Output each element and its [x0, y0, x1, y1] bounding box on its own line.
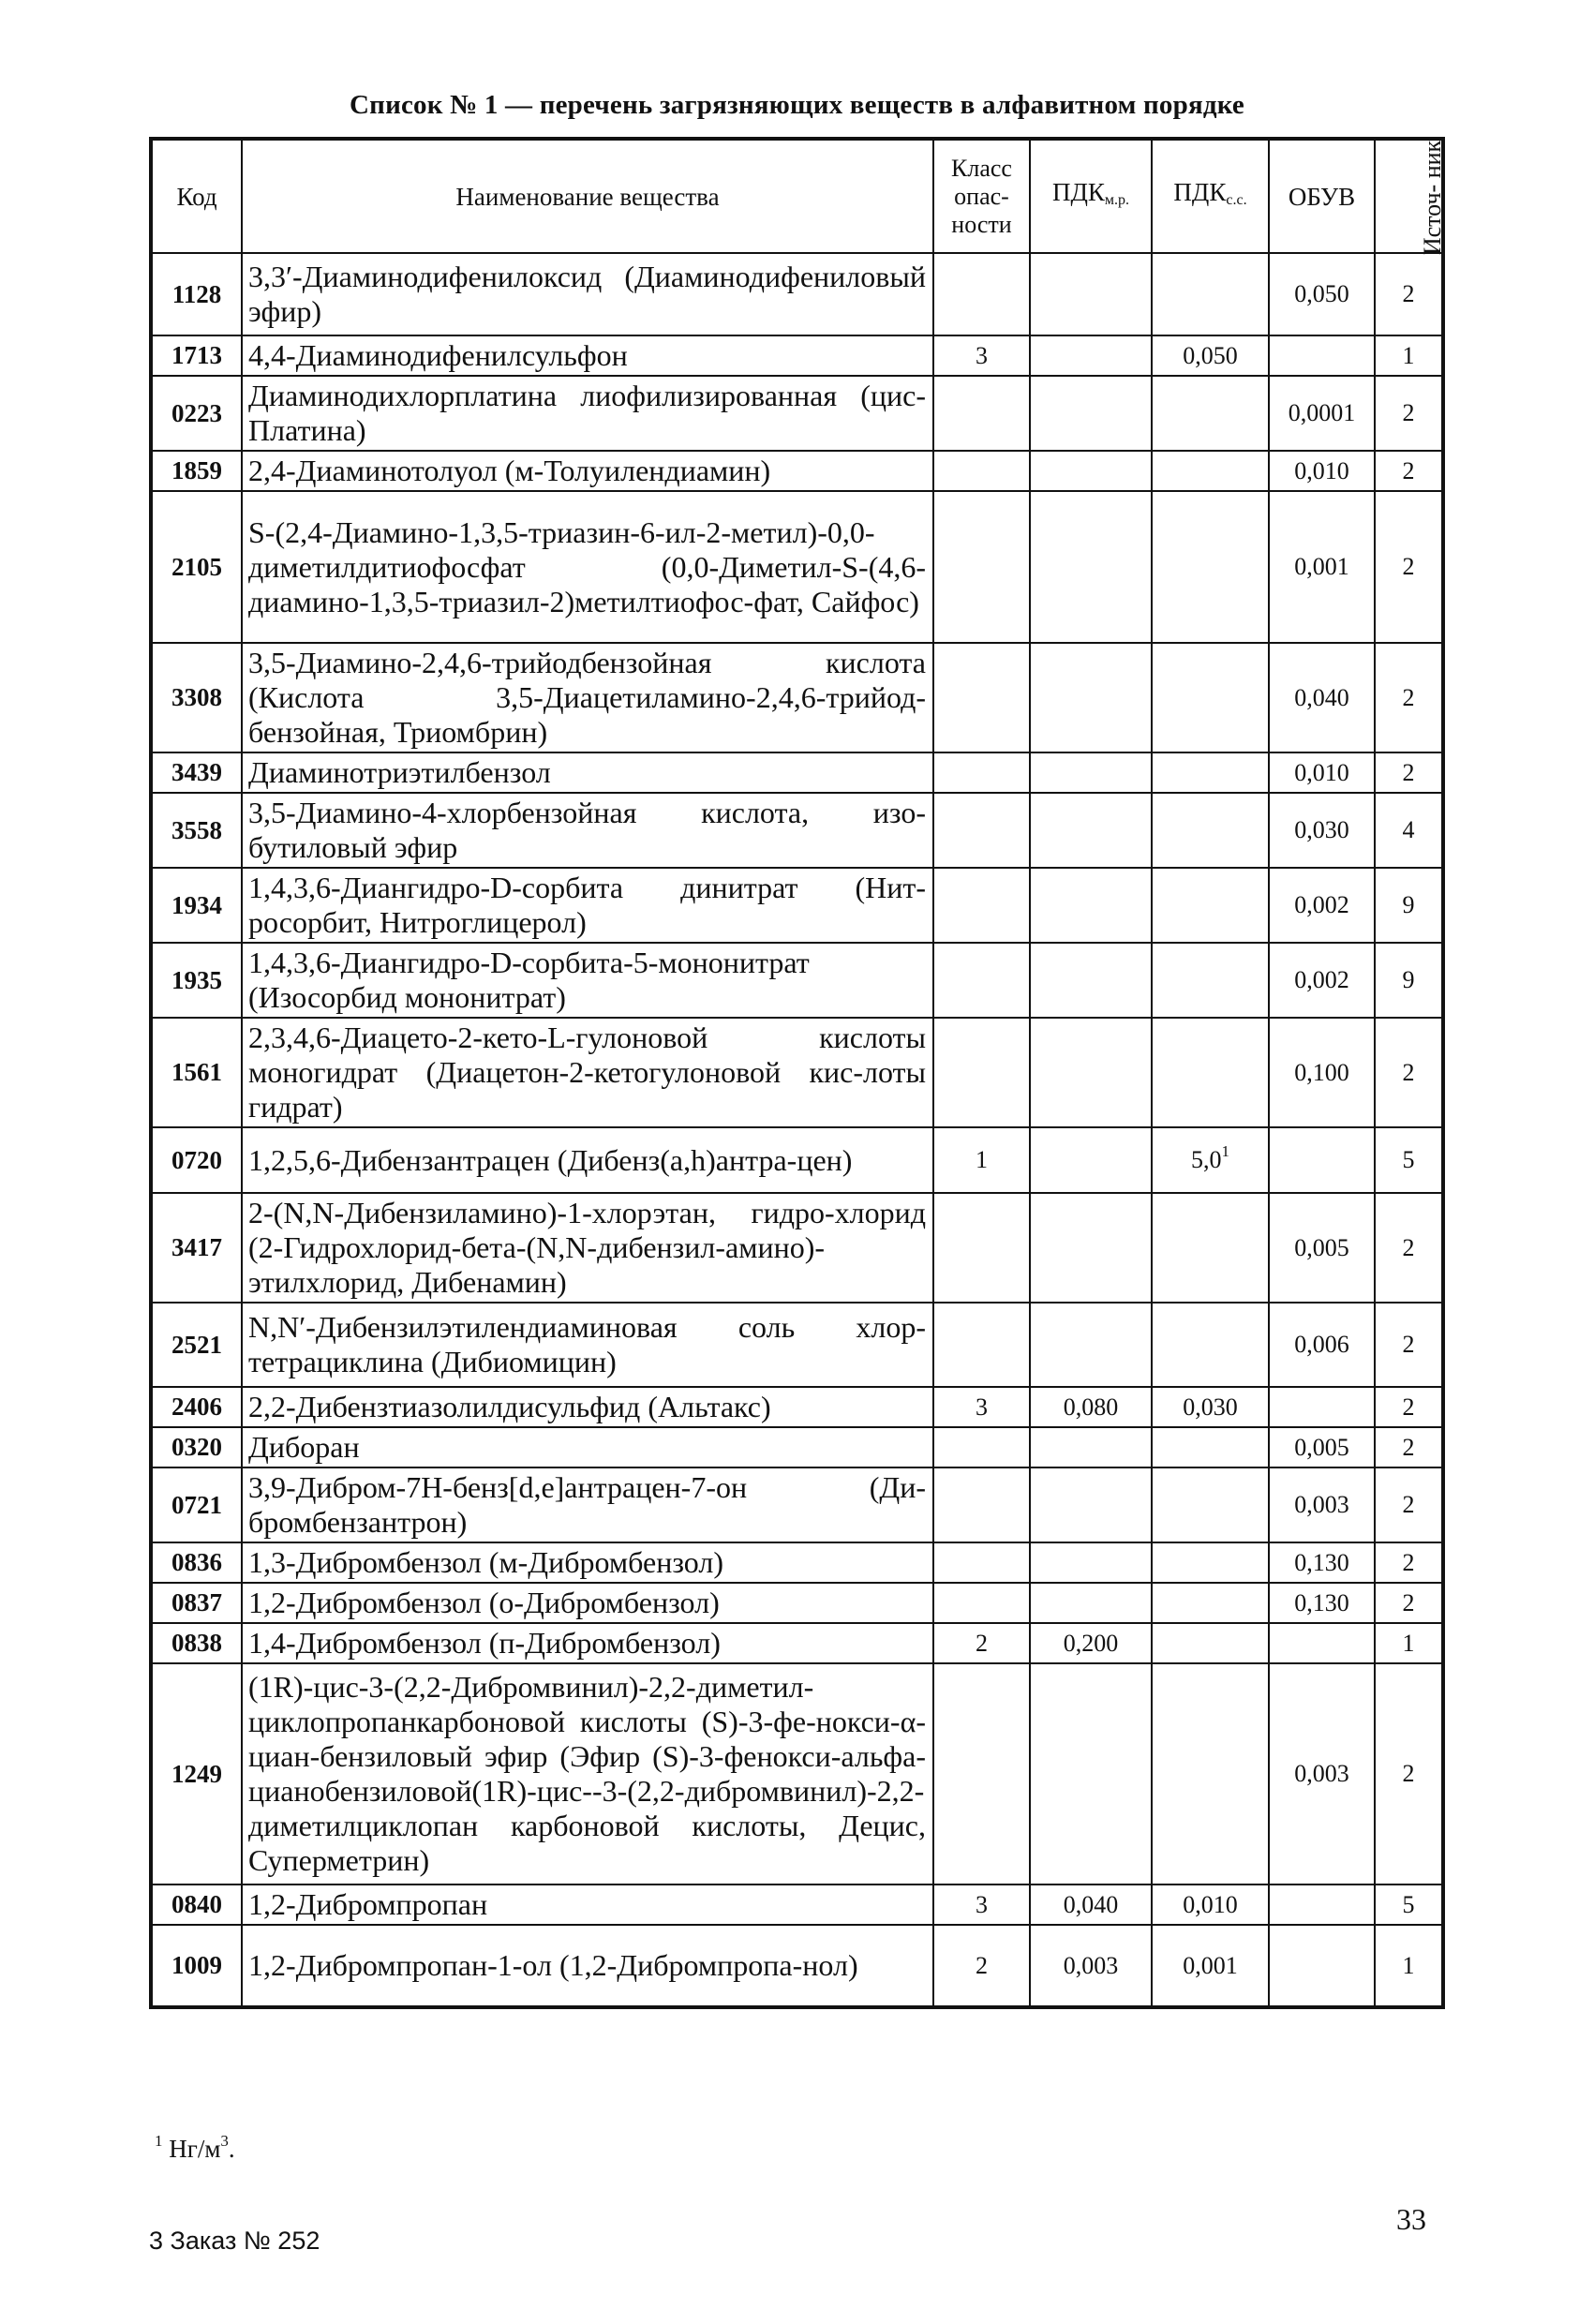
row-pdk-mr: 0,003	[1030, 1925, 1152, 2007]
row-class	[933, 253, 1030, 335]
header-name: Наименование вещества	[242, 139, 933, 253]
row-name: Диаминодихлорплатина лиофилизированная (цис-Платина)	[242, 376, 933, 451]
row-code: 0837	[151, 1583, 242, 1623]
row-pdk-ss	[1152, 1542, 1269, 1583]
row-pdk-ss	[1152, 1427, 1269, 1467]
row-source: 2	[1375, 1303, 1443, 1387]
table-row	[151, 1885, 1443, 1925]
row-pdk-mr: 0,040	[1030, 1885, 1152, 1925]
row-code: 1128	[151, 253, 242, 335]
row-pdk-ss	[1152, 1193, 1269, 1303]
row-code: 1935	[151, 943, 242, 1018]
row-code: 1934	[151, 868, 242, 943]
row-obuv	[1269, 1127, 1375, 1193]
row-source: 2	[1375, 752, 1443, 793]
row-code: 2521	[151, 1303, 242, 1387]
row-pdk-ss	[1152, 868, 1269, 943]
row-obuv: 0,005	[1269, 1427, 1375, 1467]
row-name: S-(2,4-Диамино-1,3,5-триазин-6-ил-2-метил)-0,0-диметилдитиофосфат (0,0-Диметил-S-(4,6-диамино-1,3,5-триазил-2)метилтиофос-фат, Сайфос)	[242, 491, 933, 643]
row-pdk-mr	[1030, 793, 1152, 868]
row-pdk-ss	[1152, 491, 1269, 643]
table-row	[151, 1583, 1443, 1623]
row-class: 2	[933, 1925, 1030, 2007]
row-obuv: 0,040	[1269, 643, 1375, 752]
row-class: 1	[933, 1127, 1030, 1193]
row-obuv: 0,100	[1269, 1018, 1375, 1127]
row-name: 2,3,4,6-Диацето-2-кето-L-гулоновой кислоты моногидрат (Диацетон-2-кетогулоновой кис-лоты гидрат)	[242, 1018, 933, 1127]
row-pdk-mr	[1030, 1467, 1152, 1542]
row-source: 2	[1375, 1467, 1443, 1542]
row-class	[933, 868, 1030, 943]
row-code: 0838	[151, 1623, 242, 1663]
row-source: 2	[1375, 253, 1443, 335]
row-obuv: 0,0001	[1269, 376, 1375, 451]
table-row	[151, 1387, 1443, 1427]
row-code: 0223	[151, 376, 242, 451]
row-pdk-ss	[1152, 451, 1269, 491]
row-source: 9	[1375, 868, 1443, 943]
row-obuv: 0,050	[1269, 253, 1375, 335]
row-name: 1,4,3,6-Диангидро-D-сорбита-5-мононитрат (Изосорбид мононитрат)	[242, 943, 933, 1018]
row-obuv: 0,130	[1269, 1583, 1375, 1623]
row-class: 3	[933, 335, 1030, 376]
table-row	[151, 491, 1443, 643]
row-pdk-mr	[1030, 1018, 1152, 1127]
row-source: 2	[1375, 1018, 1443, 1127]
row-name: (1R)-цис-3-(2,2-Дибромвинил)-2,2-диметил-циклопропанкарбоновой кислоты (S)-3-фе-нокси-α-циан-бензиловый эфир (Эфир (S)-3-фенокси-альфа-цианобензиловой(1R)-цис--3-(2,2-дибромвинил)-2,2-диметилциклопан карбоновой кислоты, Децис, Суперметрин)	[242, 1663, 933, 1885]
header-pdk-mr	[1030, 139, 1152, 253]
footnote-text: Нг/м	[169, 2135, 221, 2163]
row-pdk-ss	[1152, 1127, 1269, 1193]
row-pdk-ss	[1152, 643, 1269, 752]
row-code: 3417	[151, 1193, 242, 1303]
row-name: 1,2-Дибромпропан	[242, 1885, 933, 1925]
row-pdk-mr	[1030, 451, 1152, 491]
row-pdk-ss	[1152, 793, 1269, 868]
row-pdk-ss	[1152, 943, 1269, 1018]
row-pdk-mr	[1030, 253, 1152, 335]
row-obuv: 0,006	[1269, 1303, 1375, 1387]
row-code: 0836	[151, 1542, 242, 1583]
row-source: 1	[1375, 1623, 1443, 1663]
header-class: Класс опас- ности	[933, 139, 1030, 253]
row-class	[933, 1427, 1030, 1467]
row-source: 2	[1375, 1193, 1443, 1303]
row-class: 3	[933, 1885, 1030, 1925]
row-source: 1	[1375, 1925, 1443, 2007]
row-name: 3,5-Диамино-4-хлорбензойная кислота, изо-бутиловый эфир	[242, 793, 933, 868]
row-class	[933, 1583, 1030, 1623]
row-name: Диаминотриэтилбензол	[242, 752, 933, 793]
row-obuv	[1269, 1885, 1375, 1925]
row-class	[933, 491, 1030, 643]
row-obuv: 0,002	[1269, 943, 1375, 1018]
row-obuv: 0,003	[1269, 1467, 1375, 1542]
row-class	[933, 1018, 1030, 1127]
row-code: 3558	[151, 793, 242, 868]
row-pdk-mr	[1030, 868, 1152, 943]
header-source-label: Источ- ник	[1419, 140, 1447, 255]
row-pdk-mr	[1030, 1542, 1152, 1583]
table-row	[151, 868, 1443, 943]
table-row	[151, 1542, 1443, 1583]
row-name: 2,2-Дибензтиазолилдисульфид (Альтакс)	[242, 1387, 933, 1427]
row-code: 3308	[151, 643, 242, 752]
row-name: 2-(N,N-Дибензиламино)-1-хлорэтан, гидро-хлорид (2-Гидрохлорид-бета-(N,N-дибензил-амино)-этилхлорид, Дибенамин)	[242, 1193, 933, 1303]
header-source	[1375, 139, 1447, 255]
header-pdk-ss	[1152, 139, 1269, 253]
row-pdk-ss: 0,030	[1152, 1387, 1269, 1427]
row-pdk-mr	[1030, 491, 1152, 643]
row-class	[933, 1663, 1030, 1885]
row-class	[933, 752, 1030, 793]
table-row	[151, 1427, 1443, 1467]
table-row	[151, 1623, 1443, 1663]
row-class	[933, 1467, 1030, 1542]
table-row	[151, 1018, 1443, 1127]
table-row	[151, 1127, 1443, 1193]
row-pdk-mr	[1030, 376, 1152, 451]
row-pdk-mr	[1030, 1427, 1152, 1467]
table-row	[151, 752, 1443, 793]
row-pdk-ss	[1152, 253, 1269, 335]
row-source: 9	[1375, 943, 1443, 1018]
row-source: 2	[1375, 1387, 1443, 1427]
header-row	[151, 139, 1443, 253]
row-code: 1859	[151, 451, 242, 491]
row-pdk-ss-footnote-marker: 1	[1221, 1142, 1229, 1160]
table-row	[151, 643, 1443, 752]
row-source: 2	[1375, 643, 1443, 752]
row-pdk-mr: 0,200	[1030, 1623, 1152, 1663]
row-source: 5	[1375, 1127, 1443, 1193]
row-code: 1009	[151, 1925, 242, 2007]
row-name: 4,4-Диаминодифенилсульфон	[242, 335, 933, 376]
row-code: 0840	[151, 1885, 242, 1925]
row-pdk-mr	[1030, 643, 1152, 752]
footnote-end: .	[228, 2135, 235, 2163]
header-pdk-mr-main: ПДК	[1051, 178, 1105, 206]
row-pdk-mr	[1030, 335, 1152, 376]
row-class	[933, 451, 1030, 491]
table-row	[151, 451, 1443, 491]
row-obuv: 0,010	[1269, 752, 1375, 793]
row-class	[933, 1542, 1030, 1583]
footnote	[155, 2132, 235, 2164]
row-name: 1,2-Дибромпропан-1-ол (1,2-Дибромпропа-нол)	[242, 1925, 933, 2007]
table-row	[151, 253, 1443, 335]
table-row	[151, 943, 1443, 1018]
table-row	[151, 1303, 1443, 1387]
row-name: 2,4-Диаминотолуол (м-Толуилендиамин)	[242, 451, 933, 491]
row-source: 4	[1375, 793, 1443, 868]
row-source: 5	[1375, 1885, 1443, 1925]
row-pdk-mr	[1030, 752, 1152, 793]
row-code: 2406	[151, 1387, 242, 1427]
row-name: 1,2-Дибромбензол (о-Дибромбензол)	[242, 1583, 933, 1623]
row-source: 2	[1375, 1663, 1443, 1885]
row-name: 3,5-Диамино-2,4,6-трийодбензойная кислота (Кислота 3,5-Диацетиламино-2,4,6-трийод-бензойная, Триомбрин)	[242, 643, 933, 752]
header-code: Код	[151, 139, 242, 253]
row-source: 2	[1375, 376, 1443, 451]
row-obuv	[1269, 1623, 1375, 1663]
row-source: 2	[1375, 451, 1443, 491]
row-name: 3,3′-Диаминодифенилоксид (Диаминодифениловый эфир)	[242, 253, 933, 335]
row-obuv: 0,005	[1269, 1193, 1375, 1303]
table-row	[151, 335, 1443, 376]
header-pdk-mr-sub: м.р.	[1104, 192, 1130, 208]
row-pdk-ss	[1152, 752, 1269, 793]
row-obuv: 0,030	[1269, 793, 1375, 868]
table-row	[151, 1193, 1443, 1303]
row-class	[933, 1303, 1030, 1387]
row-obuv	[1269, 335, 1375, 376]
row-class: 3	[933, 1387, 1030, 1427]
row-pdk-mr	[1030, 1193, 1152, 1303]
table-row	[151, 376, 1443, 451]
row-obuv: 0,003	[1269, 1663, 1375, 1885]
row-name: 1,4-Дибромбензол (п-Дибромбензол)	[242, 1623, 933, 1663]
row-code: 0720	[151, 1127, 242, 1193]
row-class	[933, 376, 1030, 451]
row-obuv: 0,010	[1269, 451, 1375, 491]
row-code: 3439	[151, 752, 242, 793]
row-source: 2	[1375, 1427, 1443, 1467]
substances-table	[149, 137, 1445, 2009]
table-row	[151, 1663, 1443, 1885]
row-code: 1713	[151, 335, 242, 376]
row-pdk-ss-value: 5,0	[1191, 1146, 1222, 1173]
row-class	[933, 643, 1030, 752]
row-pdk-ss: 0,050	[1152, 335, 1269, 376]
row-class	[933, 793, 1030, 868]
footnote-marker: 1	[155, 2132, 163, 2150]
row-pdk-ss	[1152, 376, 1269, 451]
row-name: N,N′-Дибензилэтилендиаминовая соль хлор-тетрациклина (Дибиомицин)	[242, 1303, 933, 1387]
row-obuv: 0,001	[1269, 491, 1375, 643]
header-obuv: ОБУВ	[1269, 139, 1375, 253]
row-code: 1249	[151, 1663, 242, 1885]
row-pdk-ss	[1152, 1663, 1269, 1885]
table-row	[151, 793, 1443, 868]
row-class	[933, 1193, 1030, 1303]
table-row	[151, 1925, 1443, 2007]
row-source: 1	[1375, 335, 1443, 376]
row-pdk-mr	[1030, 943, 1152, 1018]
row-code: 1561	[151, 1018, 242, 1127]
footnote-unit-power: 3	[220, 2132, 229, 2150]
table-row	[151, 1467, 1443, 1542]
row-pdk-ss: 0,010	[1152, 1885, 1269, 1925]
row-class	[933, 943, 1030, 1018]
row-pdk-ss: 0,001	[1152, 1925, 1269, 2007]
row-class: 2	[933, 1623, 1030, 1663]
row-obuv: 0,002	[1269, 868, 1375, 943]
row-pdk-ss	[1152, 1583, 1269, 1623]
row-code: 0320	[151, 1427, 242, 1467]
row-pdk-mr	[1030, 1583, 1152, 1623]
row-code: 2105	[151, 491, 242, 643]
row-obuv	[1269, 1925, 1375, 2007]
row-name: 1,3-Дибромбензол (м-Дибромбензол)	[242, 1542, 933, 1583]
footer-order-number: 3 Заказ № 252	[149, 2227, 320, 2255]
row-pdk-mr: 0,080	[1030, 1387, 1152, 1427]
header-pdk-ss-sub: с.с.	[1226, 192, 1247, 208]
row-name: Диборан	[242, 1427, 933, 1467]
row-source: 2	[1375, 1583, 1443, 1623]
row-obuv: 0,130	[1269, 1542, 1375, 1583]
row-pdk-mr	[1030, 1303, 1152, 1387]
row-name: 1,2,5,6-Дибензантрацен (Дибенз(a,h)антра-цен)	[242, 1127, 933, 1193]
row-obuv	[1269, 1387, 1375, 1427]
row-code: 0721	[151, 1467, 242, 1542]
row-pdk-ss	[1152, 1623, 1269, 1663]
row-pdk-mr	[1030, 1127, 1152, 1193]
page-title: Список № 1 — перечень загрязняющих веществ в алфавитном порядке	[350, 90, 1244, 120]
row-name: 3,9-Дибром-7Н-бенз[d,e]антрацен-7-он (Ди-бромбензантрон)	[242, 1467, 933, 1542]
page-number: 33	[1396, 2202, 1426, 2236]
row-pdk-ss	[1152, 1018, 1269, 1127]
header-pdk-ss-main: ПДК	[1173, 178, 1227, 206]
row-pdk-ss	[1152, 1467, 1269, 1542]
row-source: 2	[1375, 491, 1443, 643]
row-source: 2	[1375, 1542, 1443, 1583]
row-pdk-ss	[1152, 1303, 1269, 1387]
row-name: 1,4,3,6-Диангидро-D-сорбита динитрат (Нит-росорбит, Нитроглицерол)	[242, 868, 933, 943]
row-pdk-mr	[1030, 1663, 1152, 1885]
